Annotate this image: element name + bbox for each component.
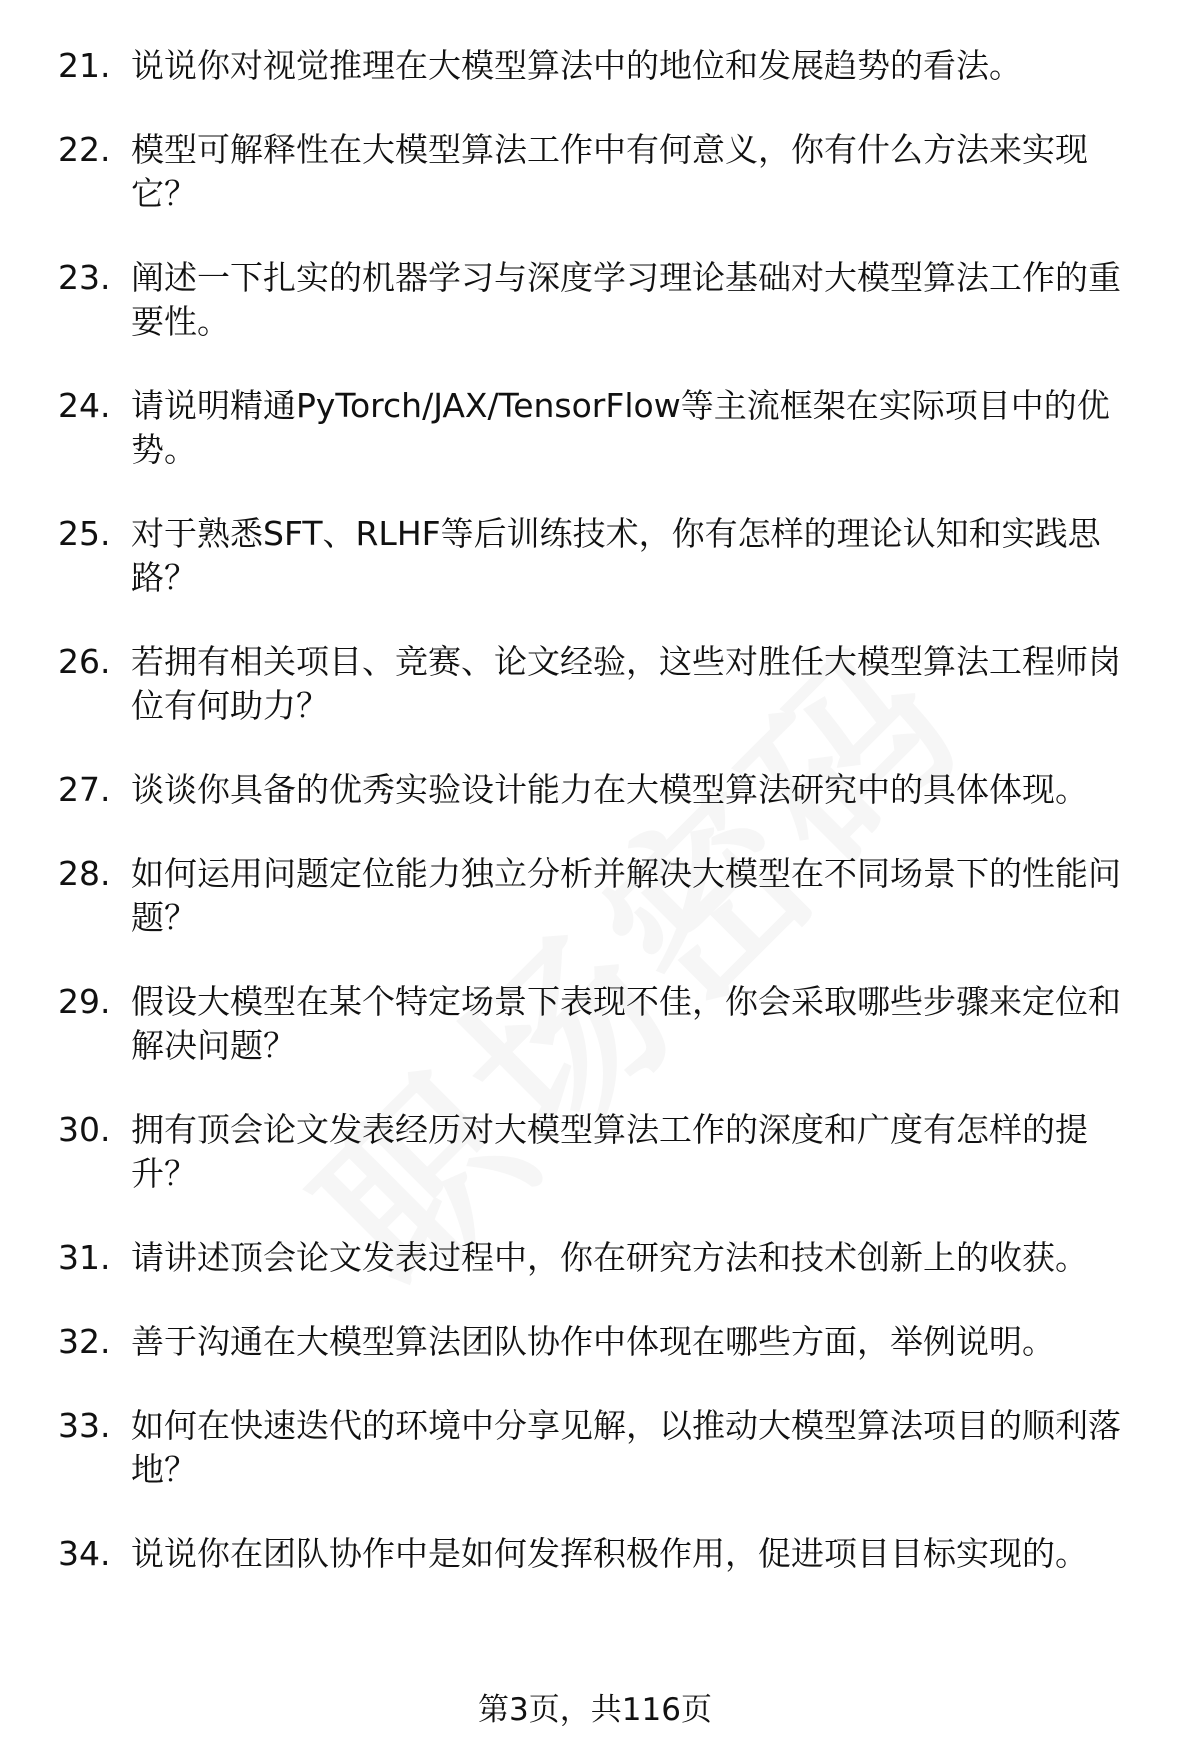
question-item [0, 44, 1190, 88]
question-item [0, 1108, 1190, 1196]
question-text: 对于熟悉SFT、RLHF等后训练技术，你有怎样的理论认知和实践思路？ [131, 514, 1101, 597]
question-number: 22. [58, 130, 111, 169]
question-number: 27. [58, 770, 111, 809]
question-number: 25. [58, 514, 111, 553]
question-item [0, 1236, 1190, 1280]
question-number: 24. [58, 386, 111, 425]
question-text: 如何在快速迭代的环境中分享见解，以推动大模型算法项目的顺利落地？ [131, 1406, 1121, 1489]
question-item [0, 128, 1190, 216]
question-item [0, 852, 1190, 940]
question-number: 30. [58, 1110, 111, 1149]
question-number: 21. [58, 46, 111, 85]
question-number: 29. [58, 982, 111, 1021]
question-number: 26. [58, 642, 111, 681]
question-item [0, 980, 1190, 1068]
question-text: 说说你对视觉推理在大模型算法中的地位和发展趋势的看法。 [131, 46, 1022, 85]
question-text: 假设大模型在某个特定场景下表现不佳，你会采取哪些步骤来定位和解决问题？ [131, 982, 1121, 1065]
question-item [0, 768, 1190, 812]
question-text: 若拥有相关项目、竞赛、论文经验，这些对胜任大模型算法工程师岗位有何助力？ [131, 642, 1121, 725]
page-number: 第3页，共116页 [478, 1692, 712, 1728]
question-text: 说说你在团队协作中是如何发挥积极作用，促进项目目标实现的。 [131, 1534, 1088, 1573]
question-item [0, 1320, 1190, 1364]
question-item [0, 640, 1190, 728]
question-item [0, 384, 1190, 472]
question-text: 拥有顶会论文发表经历对大模型算法工作的深度和广度有怎样的提升？ [131, 1110, 1088, 1193]
question-text: 善于沟通在大模型算法团队协作中体现在哪些方面，举例说明。 [131, 1322, 1055, 1361]
question-number: 34. [58, 1534, 111, 1573]
question-list [0, 44, 1190, 1616]
question-item [0, 256, 1190, 344]
question-text: 阐述一下扎实的机器学习与深度学习理论基础对大模型算法工作的重要性。 [131, 258, 1121, 341]
question-text: 谈谈你具备的优秀实验设计能力在大模型算法研究中的具体体现。 [131, 770, 1088, 809]
question-item [0, 512, 1190, 600]
question-number: 23. [58, 258, 111, 297]
question-item [0, 1404, 1190, 1492]
question-item [0, 1532, 1190, 1576]
question-text: 如何运用问题定位能力独立分析并解决大模型在不同场景下的性能问题？ [131, 854, 1121, 937]
question-number: 28. [58, 854, 111, 893]
question-number: 33. [58, 1406, 111, 1445]
question-number: 32. [58, 1322, 111, 1361]
question-number: 31. [58, 1238, 111, 1277]
question-text: 请讲述顶会论文发表过程中，你在研究方法和技术创新上的收获。 [131, 1238, 1088, 1277]
question-text: 模型可解释性在大模型算法工作中有何意义，你有什么方法来实现它？ [131, 130, 1088, 213]
question-text: 请说明精通PyTorch/JAX/TensorFlow等主流框架在实际项目中的优势。 [131, 386, 1110, 469]
